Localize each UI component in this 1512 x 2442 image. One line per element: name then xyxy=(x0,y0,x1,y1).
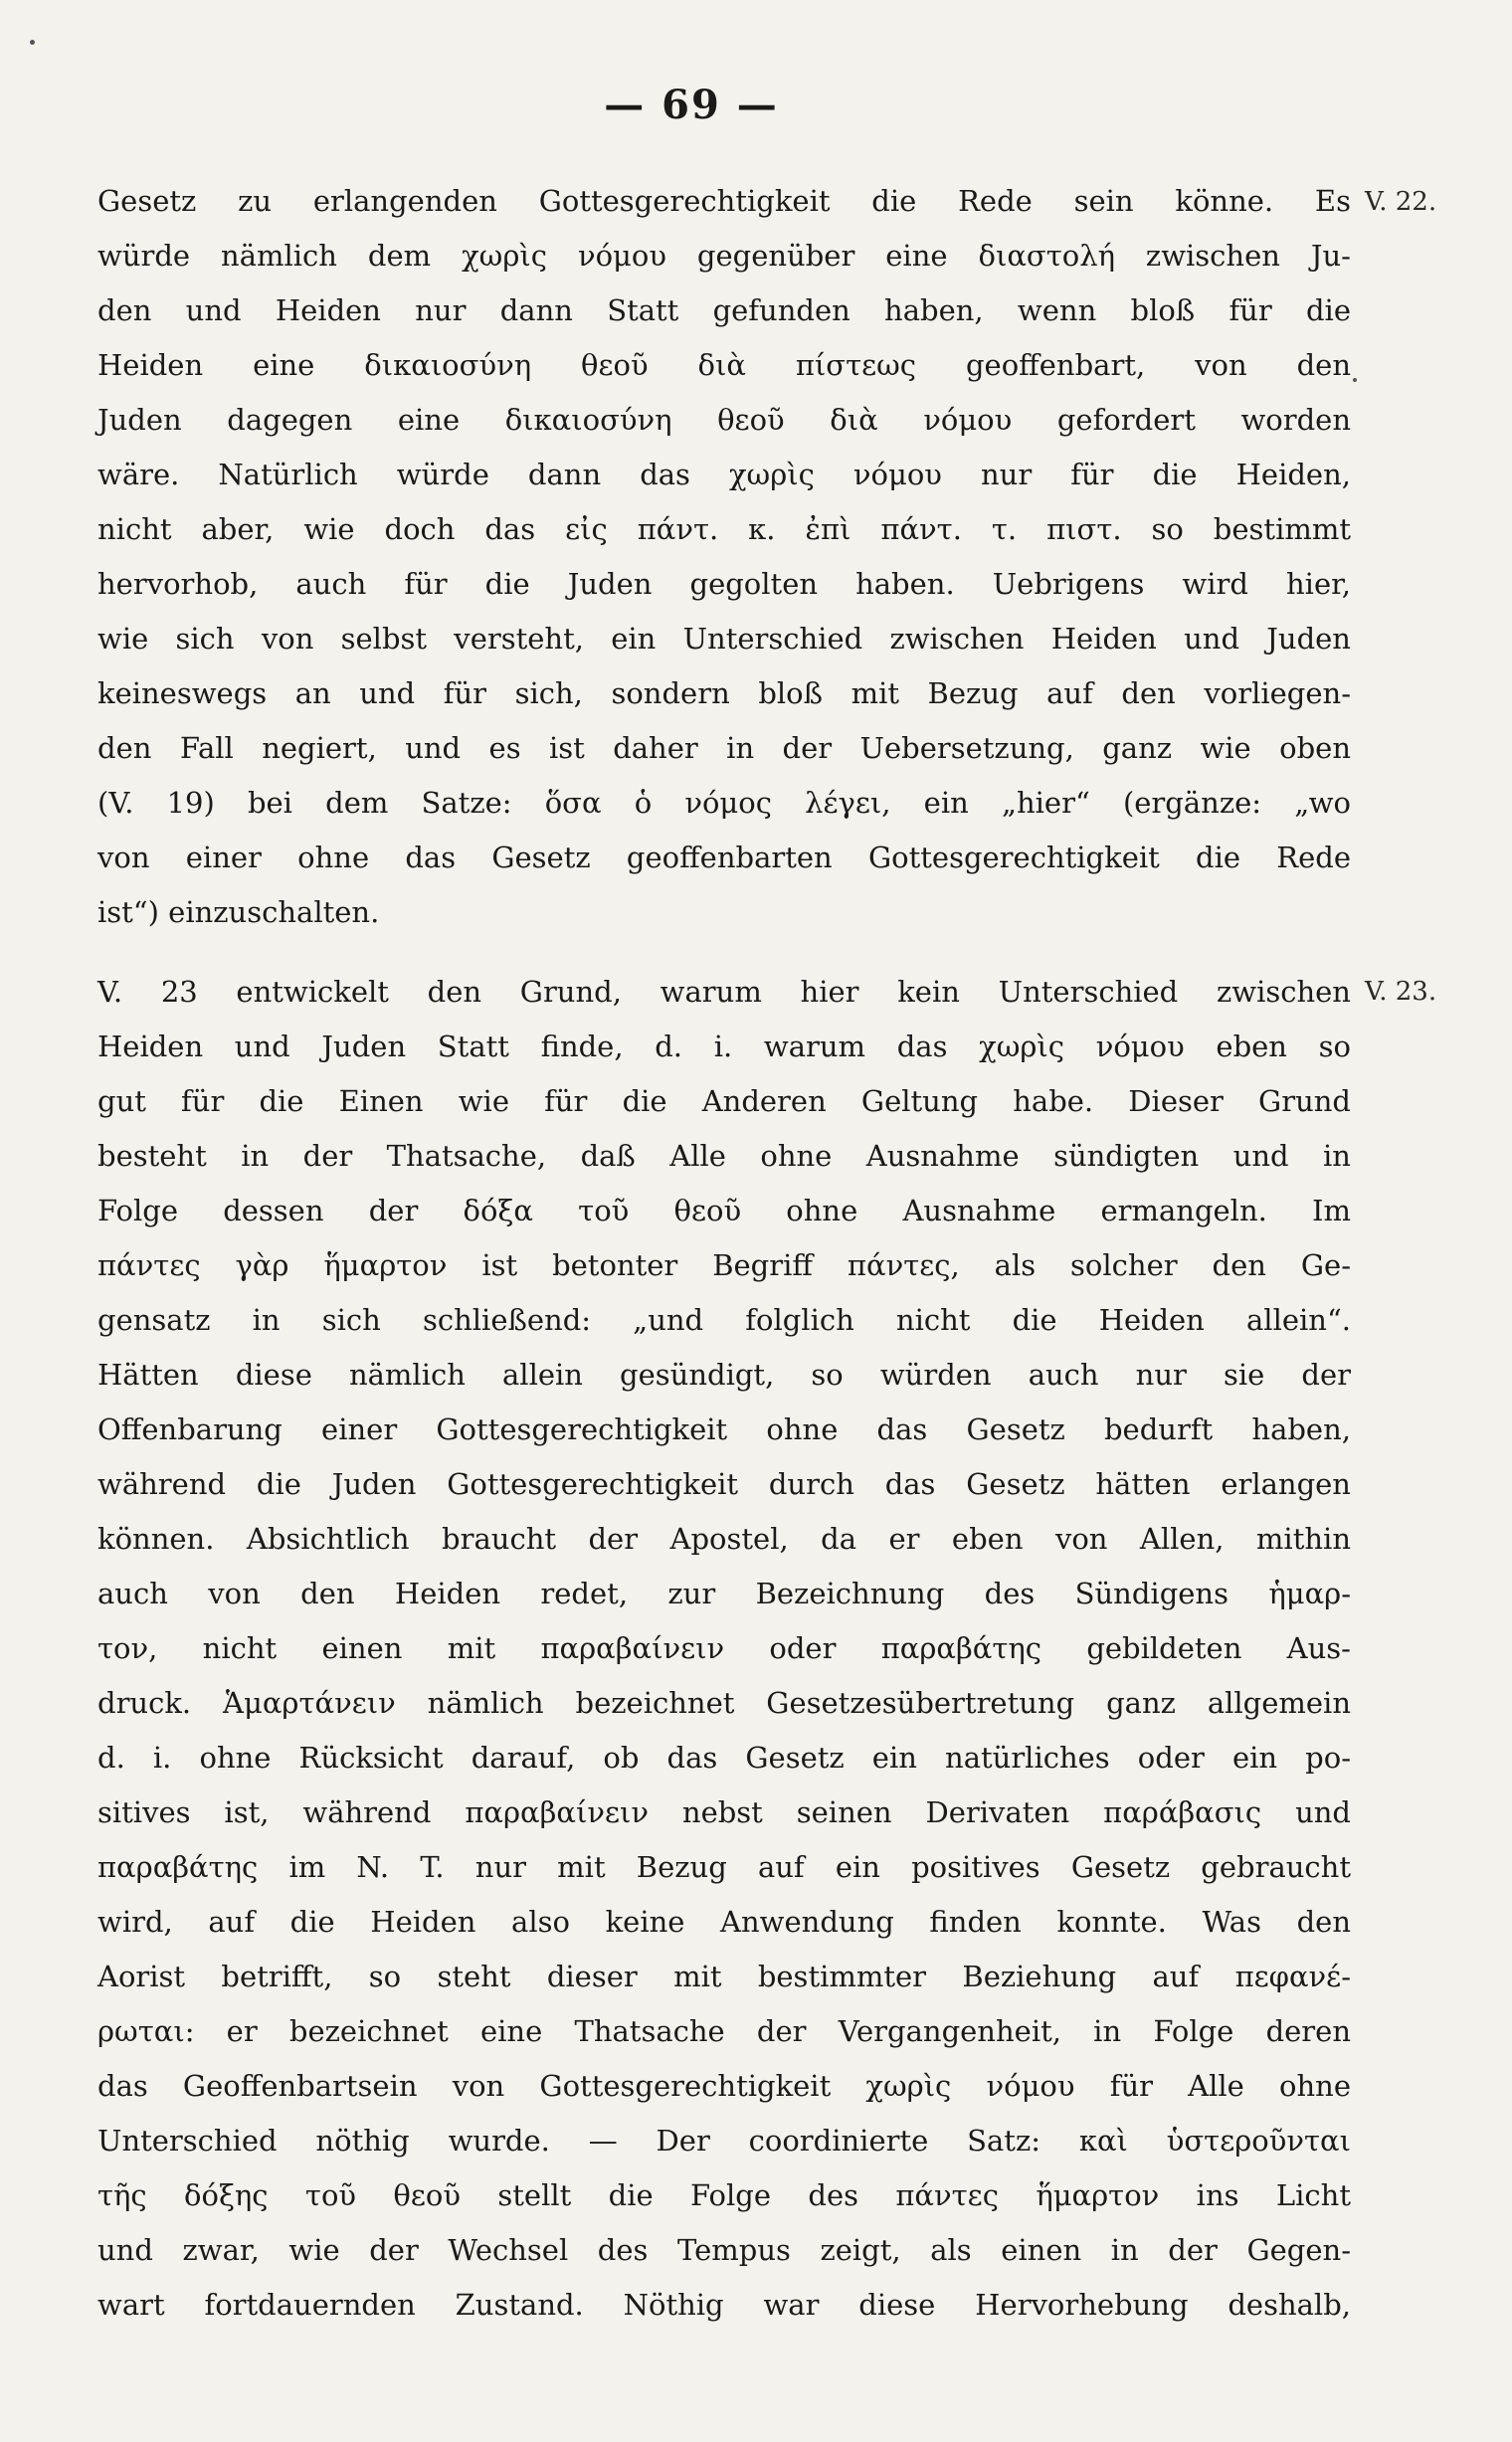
text-line: Heiden und Juden Statt finde, d. i. warum das χωρὶς νόμου eben so xyxy=(97,1030,1351,1063)
text-line: hervorhob, auch für die Juden gegolten haben. Uebrigens wird hier, xyxy=(97,567,1351,601)
text-line: den Fall negiert, und es ist daher in der Uebersetzung, ganz wie oben xyxy=(97,731,1351,765)
text-line: das Geoffenbartsein von Gottesgerechtigkeit χωρὶς νόμου für Alle ohne xyxy=(97,2069,1351,2103)
text-line: ist“) einzuschalten. xyxy=(97,895,380,929)
text-line: d. i. ohne Rücksicht darauf, ob das Gesetz ein natürliches oder ein po- xyxy=(97,1741,1351,1775)
text-line: Juden dagegen eine δικαιοσύνη θεοῦ διὰ νόμου gefordert worden xyxy=(97,403,1351,437)
text-line: von einer ohne das Gesetz geoffenbarten Gottesgerechtigkeit die Rede xyxy=(97,841,1351,874)
text-line: auch von den Heiden redet, zur Bezeichnung des Sündigens ἡμαρ- xyxy=(97,1577,1351,1610)
text-line: wie sich von selbst versteht, ein Unterschied zwischen Heiden und Juden xyxy=(97,622,1351,656)
text-line: V. 23 entwickelt den Grund, warum hier kein Unterschied zwischen xyxy=(97,975,1351,1009)
text-line: und zwar, wie der Wechsel des Tempus zeigt, als einen in der Gegen- xyxy=(97,2233,1351,2267)
text-line: wart fortdauernden Zustand. Nöthig war diese Hervorhebung deshalb, xyxy=(97,2288,1351,2322)
text-line: (V. 19) bei dem Satze: ὅσα ὁ νόμος λέγει, ein „hier“ (ergänze: „wo xyxy=(97,786,1351,820)
text-line: den und Heiden nur dann Statt gefunden haben, wenn bloß für die xyxy=(97,293,1351,327)
text-line: nicht aber, wie doch das εἰς πάντ. κ. ἐπὶ πάντ. τ. πιστ. so bestimmt xyxy=(97,512,1351,546)
page-number: — 69 — xyxy=(604,82,779,128)
text-line: Hätten diese nämlich allein gesündigt, so würden auch nur sie der xyxy=(97,1358,1351,1392)
text-line: wäre. Natürlich würde dann das χωρὶς νόμου nur für die Heiden, xyxy=(97,458,1351,491)
text-line: druck. Ἁμαρτάνειν nämlich bezeichnet Gesetzesübertretung ganz allgemein xyxy=(97,1686,1351,1720)
margin-note-v23: V. 23. xyxy=(1365,977,1437,1007)
text-line: Offenbarung einer Gottesgerechtigkeit ohne das Gesetz bedurft haben, xyxy=(97,1412,1351,1446)
text-line: Folge dessen der δόξα τοῦ θεοῦ ohne Ausnahme ermangeln. Im xyxy=(97,1194,1351,1227)
text-line: besteht in der Thatsache, daß Alle ohne Ausnahme sündigten und in xyxy=(97,1139,1351,1173)
paper-speck xyxy=(30,40,35,45)
paragraph-verse-22 xyxy=(97,174,1351,940)
text-line: τῆς δόξης τοῦ θεοῦ stellt die Folge des πάντες ἥμαρτον ins Licht xyxy=(97,2178,1351,2212)
text-line: während die Juden Gottesgerechtigkeit durch das Gesetz hätten erlangen xyxy=(97,1467,1351,1501)
text-line: παραβάτης im N. T. nur mit Bezug auf ein positives Gesetz gebraucht xyxy=(97,1850,1351,1884)
text-line: πάντες γὰρ ἥμαρτον ist betonter Begriff πάντες, als solcher den Ge- xyxy=(97,1248,1351,1282)
text-line: τον, nicht einen mit παραβαίνειν oder παραβάτης gebildeten Aus- xyxy=(97,1631,1351,1665)
text-line: Unterschied nöthig wurde. — Der coordinierte Satz: καὶ ὑστεροῦνται xyxy=(97,2124,1351,2158)
text-line: gut für die Einen wie für die Anderen Geltung habe. Dieser Grund xyxy=(97,1084,1351,1118)
text-line: gensatz in sich schließend: „und folglich nicht die Heiden allein“. xyxy=(97,1303,1351,1337)
text-line: ρωται: er bezeichnet eine Thatsache der Vergangenheit, in Folge deren xyxy=(97,2014,1351,2048)
text-line: wird, auf die Heiden also keine Anwendung finden konnte. Was den xyxy=(97,1905,1351,1939)
text-line: Aorist betrifft, so steht dieser mit bestimmter Beziehung auf πεφανέ- xyxy=(97,1960,1351,1993)
text-line: sitives ist, während παραβαίνειν nebst seinen Derivaten παράβασις und xyxy=(97,1795,1351,1829)
text-line: Heiden eine δικαιοσύνη θεοῦ διὰ πίστεως geoffenbart, von den xyxy=(97,348,1351,382)
text-line: keineswegs an und für sich, sondern bloß mit Bezug auf den vorliegen- xyxy=(97,676,1351,710)
text-line: Gesetz zu erlangenden Gottesgerechtigkeit die Rede sein könne. Es xyxy=(97,184,1351,218)
paragraph-verse-23 xyxy=(97,965,1351,2333)
text-line: können. Absichtlich braucht der Apostel, da er eben von Allen, mithin xyxy=(97,1522,1351,1556)
paper-speck xyxy=(1353,378,1357,382)
margin-note-v22: V. 22. xyxy=(1365,187,1437,217)
text-line: würde nämlich dem χωρὶς νόμου gegenüber eine διαστολή zwischen Ju- xyxy=(97,239,1351,273)
